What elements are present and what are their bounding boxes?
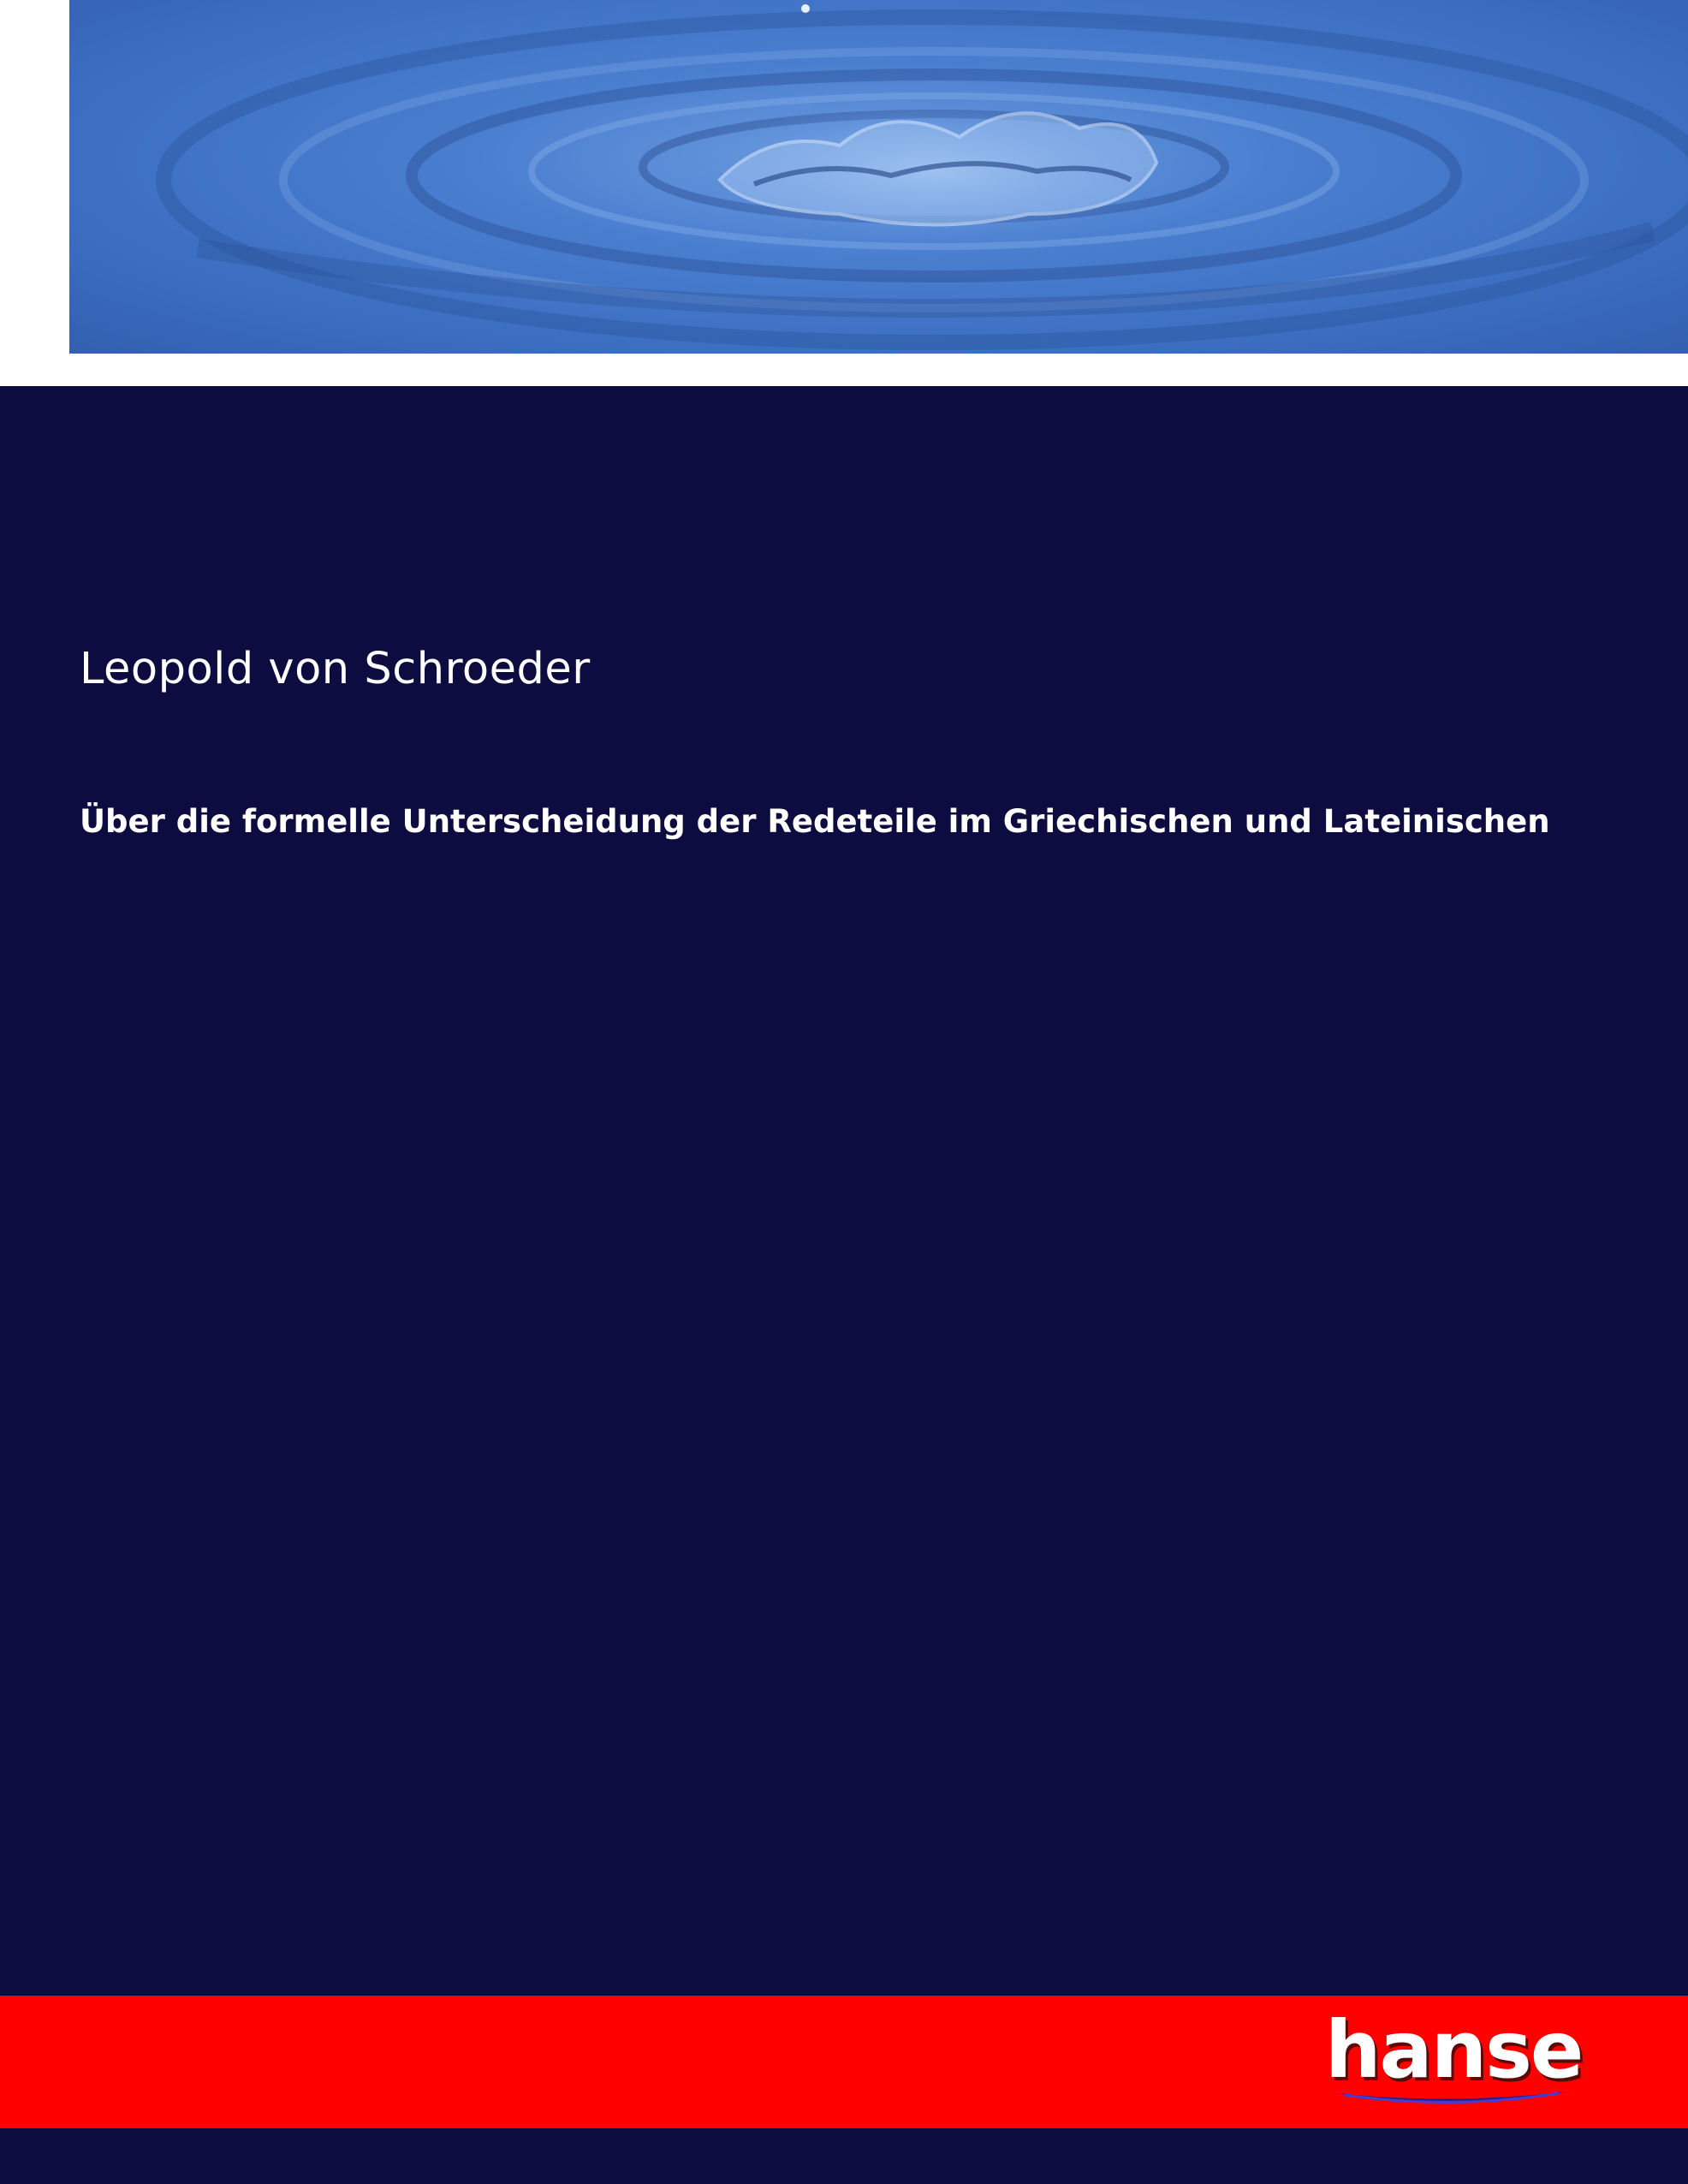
book-title: Über die formelle Unterscheidung der Redeteile im Griechischen und Lateinischen [80,803,1550,840]
author-name: Leopold von Schroeder [80,644,591,694]
white-separator [0,354,1688,386]
publisher-logo-text: hanse [1325,2004,1583,2096]
publisher-logo [1325,2004,1583,2110]
cover-photo-water-drop [69,0,1688,354]
logo-swoosh-icon [1332,2085,1572,2110]
